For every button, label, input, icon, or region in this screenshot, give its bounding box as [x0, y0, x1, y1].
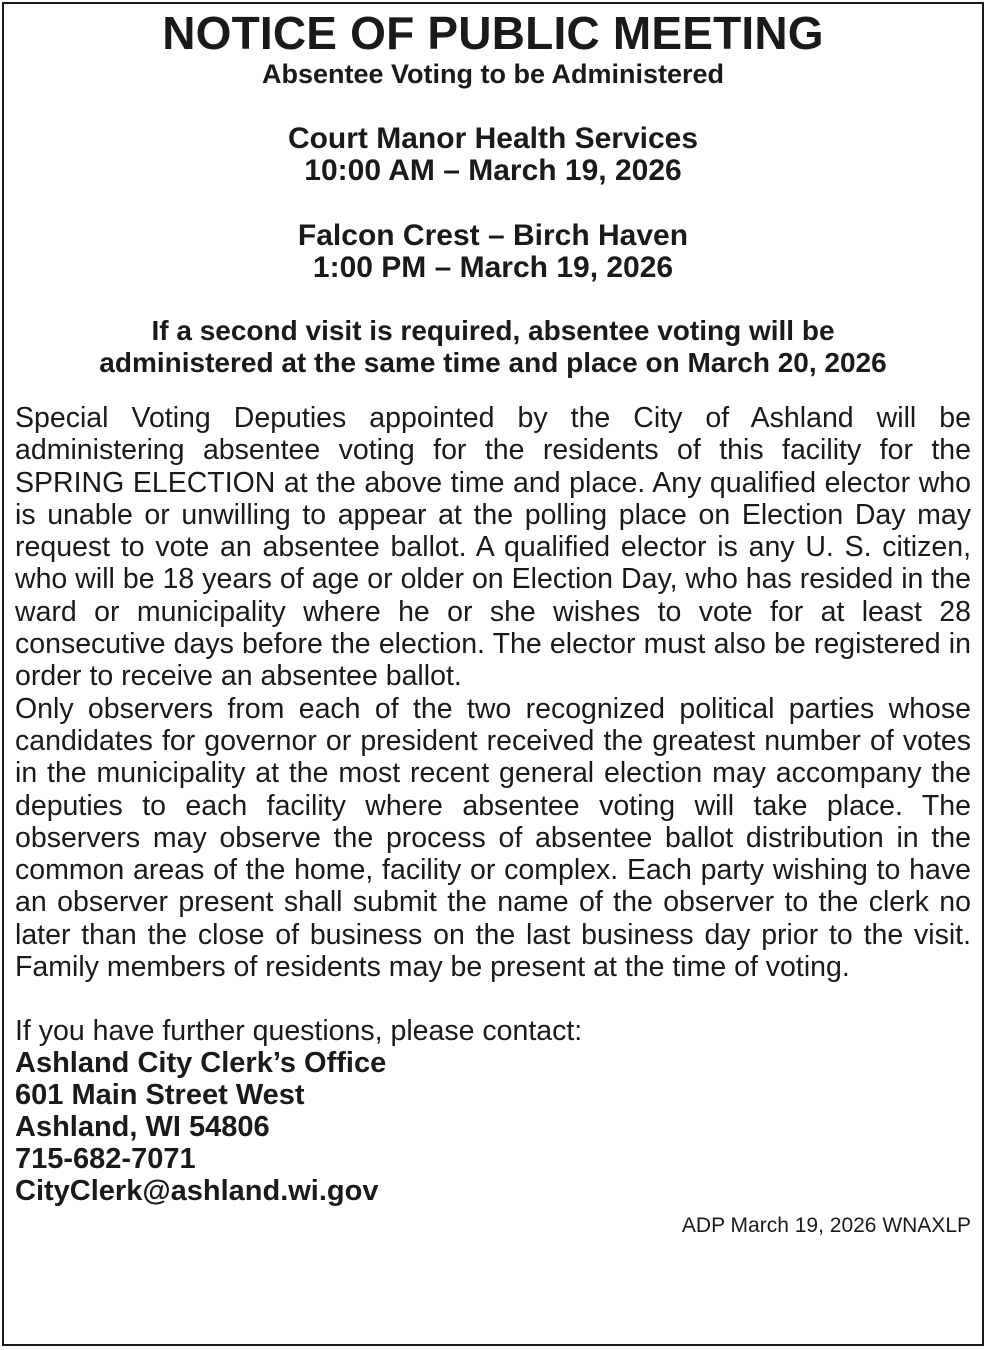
location-time: 10:00 AM – March 19, 2026 [304, 154, 682, 187]
notice-header [15, 8, 971, 90]
notice-subtitle: Absentee Voting to be Administered [261, 59, 725, 89]
second-visit-notice [15, 315, 971, 379]
body-paragraph-2: Only observers from each of the two recognized political parties whose candidates for governor or president received the greatest number of votes in the municipality at the most recent general election may accompany the deputies to each facility where absentee voting will take place. The observers may observe the process of absentee ballot distribution in the common areas of the home, facility or complex. Each party wishing to have an observer present shall submit the name of the observer to the clerk no later than the close of business on the last business day prior to the visit. Family members of residents may be present at the time of voting. [15, 692, 971, 984]
contact-email: CityClerk@ashland.wi.gov [15, 1175, 379, 1208]
contact-intro: If you have further questions, please contact: [15, 1015, 583, 1048]
contact-phone: 715-682-7071 [15, 1143, 196, 1176]
contact-street: 601 Main Street West [15, 1079, 305, 1112]
location-block-1 [15, 123, 971, 187]
body-paragraph-1: Special Voting Deputies appointed by the City of Ashland will be administering absentee voting for the residents of this facility for the SPRING ELECTION at the above time and place. Any qualified elector who is unable or unwilling to appear at the polling place on Election Day may request to vote an absentee ballot. A qualified elector is any U. S. citizen, who will be 18 years of age or older on Election Day, who has resided in the ward or municipality where he or she wishes to vote for at least 28 consecutive days before the election. The elector must also be registered in order to receive an absentee ballot. [15, 402, 971, 693]
notice-body [15, 402, 971, 983]
location-name: Falcon Crest – Birch Haven [297, 219, 689, 252]
contact-block [15, 1015, 971, 1207]
second-visit-line-2: administered at the same time and place on March 20, 2026 [99, 347, 887, 378]
location-time: 1:00 PM – March 19, 2026 [312, 251, 674, 284]
second-visit-line-1: If a second visit is required, absentee voting will be [151, 315, 835, 346]
location-name: Court Manor Health Services [287, 122, 699, 155]
contact-city: Ashland, WI 54806 [15, 1111, 270, 1144]
contact-office: Ashland City Clerk’s Office [15, 1047, 387, 1080]
location-block-2 [15, 220, 971, 284]
public-notice [2, 2, 984, 1346]
publication-line: ADP March 19, 2026 WNAXLP [681, 1214, 971, 1238]
notice-title: NOTICE OF PUBLIC MEETING [162, 7, 824, 59]
